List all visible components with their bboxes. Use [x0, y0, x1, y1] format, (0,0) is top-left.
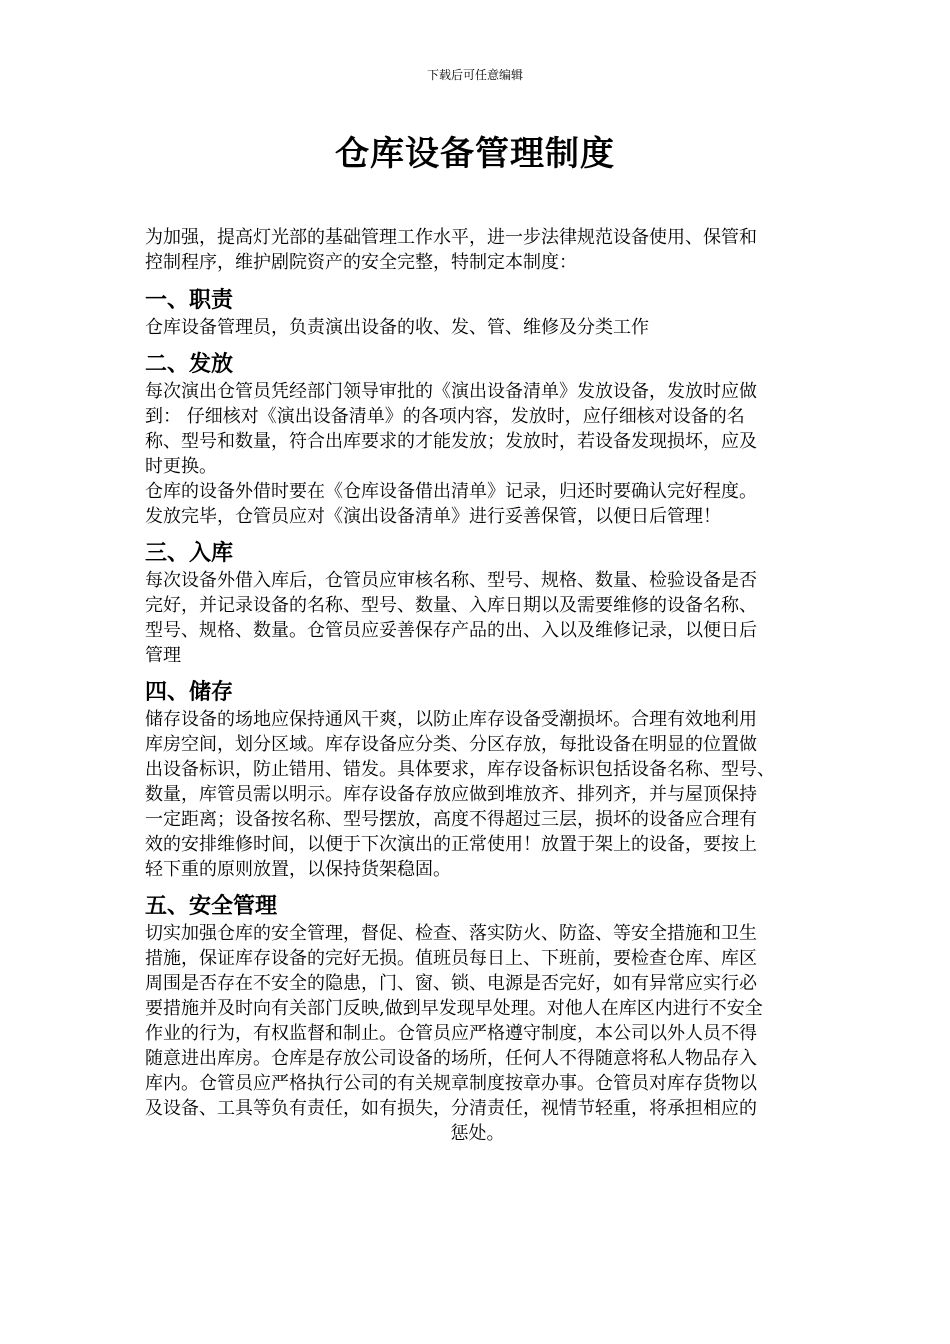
- body-line: 要措施并及时向有关部门反映,做到早发现早处理。对他人在库区内进行不安全: [145, 998, 763, 1019]
- body-line: 一定距离；设备按名称、型号摆放，高度不得超过三层，损坏的设备应合理有: [145, 809, 757, 830]
- section-body: [145, 921, 810, 1146]
- body-line: 到： 仔细核对《演出设备清单》的各项内容，发放时，应仔细核对设备的名: [145, 406, 745, 427]
- intro-line: 为加强，提高灯光部的基础管理工作水平，进一步法律规范设备使用、保管和: [145, 227, 757, 248]
- body-line: 轻下重的原则放置，以保持货架稳固。: [145, 859, 451, 880]
- body-line: 储存设备的场地应保持通风干爽，以防止库存设备受潮损坏。合理有效地利用: [145, 709, 757, 730]
- section-body: [145, 315, 810, 340]
- body-line: 措施，保证库存设备的完好无损。值班员每日上、下班前，要检查仓库、库区: [145, 948, 757, 969]
- body-line: 每次演出仓管员凭经部门领导审批的《演出设备清单》发放设备，发放时应做: [145, 381, 757, 402]
- intro-paragraph: [145, 225, 810, 275]
- body-line: 及设备、工具等负有责任，如有损失，分清责任，视情节轻重，将承担相应的: [145, 1098, 757, 1119]
- body-line: 数量，库管员需以明示。库存设备存放应做到堆放齐、排列齐，并与屋顶保持: [145, 784, 757, 805]
- document-title: 仓库设备管理制度: [335, 134, 615, 174]
- body-line: 仓库设备管理员，负责演出设备的收、发、管、维修及分类工作: [145, 317, 649, 338]
- body-line: 切实加强仓库的安全管理，督促、检查、落实防火、防盗、等安全措施和卫生: [145, 923, 757, 944]
- section-heading: 一、职责: [145, 287, 234, 313]
- body-line: 出设备标识，防止错用、错发。具体要求，库存设备标识包括设备名称、型号、: [145, 759, 775, 780]
- body-line: 仓库的设备外借时要在《仓库设备借出清单》记录，归还时要确认完好程度。: [145, 481, 757, 502]
- section-inbound: [145, 538, 810, 668]
- section-issue: [145, 349, 810, 529]
- body-line: 称、型号和数量，符合出库要求的才能发放；发放时，若设备发现损坏，应及: [145, 431, 757, 452]
- body-line: 每次设备外借入库后，仓管员应审核名称、型号、规格、数量、检验设备是否: [145, 570, 757, 591]
- body-line: 作业的行为，有权监督和制止。仓管员应严格遵守制度，本公司以外人员不得: [145, 1023, 757, 1044]
- body-line: 时更换。: [145, 456, 217, 477]
- section-safety: [145, 891, 810, 1146]
- section-duties: [145, 285, 810, 340]
- body-line: 发放完毕，仓管员应对《演出设备清单》进行妥善保管，以便日后管理！: [145, 506, 721, 527]
- document-body: [145, 225, 810, 1155]
- body-line: 随意进出库房。仓库是存放公司设备的场所，任何人不得随意将私人物品存入: [145, 1048, 757, 1069]
- section-heading: 五、安全管理: [145, 893, 278, 919]
- body-line: 库房空间，划分区域。库存设备应分类、分区存放，每批设备在明显的位置做: [145, 734, 757, 755]
- header-note: 下载后可任意编辑: [426, 68, 523, 82]
- intro-line: 控制程序，维护剧院资产的安全完整，特制定本制度：: [145, 252, 577, 273]
- section-heading: 四、储存: [145, 679, 234, 705]
- body-line: 周围是否存在不安全的隐患，门、窗、锁、电源是否完好，如有异常应实行必: [145, 973, 757, 994]
- body-line: 库内。仓管员应严格执行公司的有关规章制度按章办事。仓管员对库存货物以: [145, 1073, 757, 1094]
- body-line: 管理: [145, 645, 181, 666]
- section-storage: [145, 677, 810, 882]
- body-line: 完好，并记录设备的名称、型号、数量、入库日期以及需要维修的设备名称、: [145, 595, 757, 616]
- section-heading: 三、入库: [145, 540, 234, 566]
- section-body: [145, 568, 810, 668]
- section-heading: 二、发放: [145, 351, 234, 377]
- section-body: [145, 379, 810, 529]
- section-body: [145, 707, 810, 882]
- body-line: 型号、规格、数量。仓管员应妥善保存产品的出、入以及维修记录，以便日后: [145, 620, 757, 641]
- body-line: 效的安排维修时间，以便于下次演出的正常使用！放置于架上的设备，要按上: [145, 834, 757, 855]
- body-line-last: 惩处。: [450, 1123, 505, 1144]
